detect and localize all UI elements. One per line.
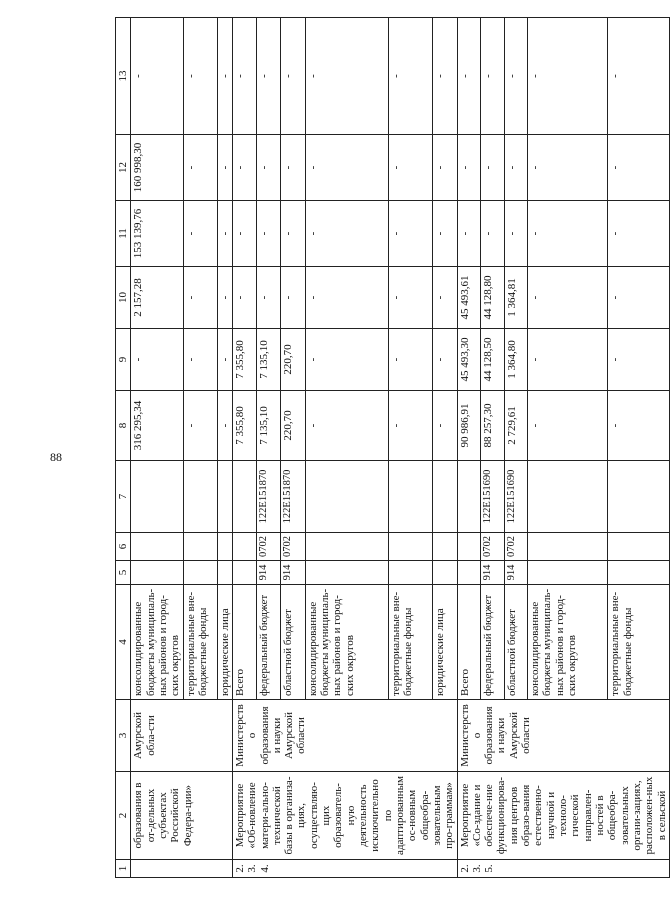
amount-c12: - <box>305 135 388 201</box>
amount-c9: - <box>217 329 232 391</box>
amount-c9: - <box>433 329 457 391</box>
amount-c13: - <box>388 18 432 135</box>
amount-c10: - <box>608 267 670 329</box>
target-article-code: 122E151870 <box>281 461 305 533</box>
table-row <box>131 18 183 878</box>
funding-source: консолидированные бюджеты муниципаль-ных районов и город-ских округов <box>528 585 608 700</box>
amount-c12: - <box>281 135 305 201</box>
table-row <box>232 18 256 878</box>
amount-c12: - <box>528 135 608 201</box>
item-number: 2.3.5. <box>457 860 669 878</box>
section-code <box>217 533 232 561</box>
target-article-code <box>131 461 183 533</box>
amount-c12: - <box>257 135 281 201</box>
column-header: 9 <box>116 329 131 391</box>
amount-c10: - <box>217 267 232 329</box>
item-number <box>131 860 233 878</box>
grbs-code: 914 <box>281 561 305 585</box>
amount-c9: 45 493,30 <box>457 329 481 391</box>
column-header: 1 <box>116 860 131 878</box>
amount-c10: - <box>232 267 256 329</box>
column-header: 2 <box>116 772 131 860</box>
section-code <box>131 533 183 561</box>
funding-source: областной бюджет <box>281 585 305 700</box>
amount-c8: 90 986,91 <box>457 391 481 461</box>
grbs-code <box>433 561 457 585</box>
section-code: 0702 <box>504 533 528 561</box>
amount-c10: 45 493,61 <box>457 267 481 329</box>
funding-source: областной бюджет <box>504 585 528 700</box>
column-header: 4 <box>116 585 131 700</box>
funding-source: консолидированные бюджеты муниципаль-ных районов и город-ских округов <box>305 585 388 700</box>
section-code <box>528 533 608 561</box>
amount-c9: - <box>183 329 217 391</box>
column-header: 5 <box>116 561 131 585</box>
grbs-code <box>232 561 256 585</box>
amount-c10: - <box>528 267 608 329</box>
amount-c8: 7 135,10 <box>257 391 281 461</box>
amount-c13: - <box>433 18 457 135</box>
amount-c8: 220,70 <box>281 391 305 461</box>
section-code: 0702 <box>481 533 505 561</box>
target-article-code <box>528 461 608 533</box>
amount-c12: - <box>481 135 505 201</box>
grbs-code <box>183 561 217 585</box>
page-number: 88 <box>50 450 62 464</box>
column-header: 13 <box>116 18 131 135</box>
amount-c11: - <box>232 201 256 267</box>
amount-c13: - <box>217 18 232 135</box>
column-header: 7 <box>116 461 131 533</box>
target-article-code <box>388 461 432 533</box>
column-header: 11 <box>116 201 131 267</box>
funding-source: территориальные вне-бюджетные фонды <box>183 585 217 700</box>
amount-c12: - <box>217 135 232 201</box>
amount-c10: - <box>257 267 281 329</box>
amount-c9: 44 128,50 <box>481 329 505 391</box>
amount-c10: 1 364,81 <box>504 267 528 329</box>
amount-c9: 7 135,10 <box>257 329 281 391</box>
item-number: 2.3.4. <box>232 860 457 878</box>
funding-source: юридические лица <box>217 585 232 700</box>
amount-c13: - <box>504 18 528 135</box>
amount-c8: - <box>217 391 232 461</box>
amount-c8: 2 729,61 <box>504 391 528 461</box>
amount-c12: - <box>232 135 256 201</box>
column-header: 8 <box>116 391 131 461</box>
activity-name: Мероприятие «Об-новление матери-ально-технической базы в организа-циях, осуществляю-щих образователь-ную деятельность исключительно по адаптированным ос-новным общеобра-зовательным про-граммам» <box>232 772 457 860</box>
grbs-code <box>528 561 608 585</box>
grbs-code: 914 <box>481 561 505 585</box>
funding-source: территориальные вне-бюджетные фонды <box>608 585 670 700</box>
target-article-code <box>232 461 256 533</box>
amount-c11: - <box>281 201 305 267</box>
amount-c13: - <box>131 18 183 135</box>
target-article-code <box>183 461 217 533</box>
amount-c9: 7 355,80 <box>232 329 256 391</box>
grbs-code <box>217 561 232 585</box>
target-article-code: 122E151690 <box>481 461 505 533</box>
target-article-code <box>305 461 388 533</box>
target-article-code: 122E151870 <box>257 461 281 533</box>
section-code <box>183 533 217 561</box>
funding-source: юридические лица <box>433 585 457 700</box>
executor: Министерство образования и науки Амурской области <box>457 700 669 772</box>
amount-c9: - <box>608 329 670 391</box>
grbs-code <box>608 561 670 585</box>
amount-c9: - <box>388 329 432 391</box>
column-header: 6 <box>116 533 131 561</box>
funding-source: Всего <box>457 585 481 700</box>
target-article-code <box>217 461 232 533</box>
amount-c11: - <box>257 201 281 267</box>
amount-c13: - <box>608 18 670 135</box>
amount-c11: - <box>217 201 232 267</box>
grbs-code <box>388 561 432 585</box>
rotated-table-wrapper <box>115 18 668 878</box>
section-code <box>305 533 388 561</box>
amount-c9: 220,70 <box>281 329 305 391</box>
amount-c10: - <box>183 267 217 329</box>
amount-c8: 88 257,30 <box>481 391 505 461</box>
target-article-code <box>608 461 670 533</box>
section-code <box>608 533 670 561</box>
amount-c12: - <box>433 135 457 201</box>
amount-c13: - <box>281 18 305 135</box>
amount-c10: 2 157,28 <box>131 267 183 329</box>
column-header: 3 <box>116 700 131 772</box>
amount-c13: - <box>183 18 217 135</box>
funding-source: консолидированные бюджеты муниципаль-ных районов и город-ских округов <box>131 585 183 700</box>
amount-c8: - <box>388 391 432 461</box>
amount-c10: 44 128,80 <box>481 267 505 329</box>
funding-source: Всего <box>232 585 256 700</box>
amount-c11: - <box>457 201 481 267</box>
column-header: 12 <box>116 135 131 201</box>
amount-c11: - <box>608 201 670 267</box>
grbs-code: 914 <box>257 561 281 585</box>
amount-c11: - <box>388 201 432 267</box>
amount-c8: - <box>608 391 670 461</box>
grbs-code: 914 <box>504 561 528 585</box>
amount-c11: - <box>528 201 608 267</box>
amount-c11: - <box>481 201 505 267</box>
funding-source: федеральный бюджет <box>257 585 281 700</box>
budget-table <box>115 17 670 878</box>
amount-c11: - <box>504 201 528 267</box>
amount-c8: - <box>433 391 457 461</box>
amount-c13: - <box>528 18 608 135</box>
amount-c11: - <box>183 201 217 267</box>
amount-c13: - <box>232 18 256 135</box>
header-row <box>116 18 131 878</box>
amount-c12: - <box>183 135 217 201</box>
amount-c8: - <box>528 391 608 461</box>
grbs-code <box>305 561 388 585</box>
amount-c9: - <box>131 329 183 391</box>
amount-c9: - <box>528 329 608 391</box>
amount-c11: 153 139,76 <box>131 201 183 267</box>
target-article-code <box>457 461 481 533</box>
activity-name: Мероприятие «Со-здание и обеспече-ние функционирова-ния центров образо-вания естественно-научной и техноло-гической направлен-ностей в общеобра-зовательных органи-зациях, расположен-ных в сельской <box>457 772 669 860</box>
amount-c8: - <box>183 391 217 461</box>
amount-c12: - <box>608 135 670 201</box>
activity-name: образования в от-дельных субъектах Российской Федера-ции» <box>131 772 233 860</box>
amount-c11: - <box>305 201 388 267</box>
amount-c8: - <box>305 391 388 461</box>
target-article-code: 122E151690 <box>504 461 528 533</box>
section-code: 0702 <box>281 533 305 561</box>
target-article-code <box>433 461 457 533</box>
funding-source: федеральный бюджет <box>481 585 505 700</box>
executor: Амурской обла-сти <box>131 700 233 772</box>
section-code <box>388 533 432 561</box>
amount-c13: - <box>481 18 505 135</box>
amount-c10: - <box>433 267 457 329</box>
grbs-code <box>131 561 183 585</box>
amount-c12: 160 998,30 <box>131 135 183 201</box>
table-row <box>457 18 481 878</box>
amount-c10: - <box>388 267 432 329</box>
amount-c8: 7 355,80 <box>232 391 256 461</box>
amount-c13: - <box>457 18 481 135</box>
amount-c13: - <box>305 18 388 135</box>
amount-c11: - <box>433 201 457 267</box>
amount-c10: - <box>305 267 388 329</box>
funding-source: территориальные вне-бюджетные фонды <box>388 585 432 700</box>
grbs-code <box>457 561 481 585</box>
amount-c12: - <box>504 135 528 201</box>
section-code: 0702 <box>257 533 281 561</box>
amount-c10: - <box>281 267 305 329</box>
section-code <box>232 533 256 561</box>
amount-c9: - <box>305 329 388 391</box>
amount-c8: 316 295,34 <box>131 391 183 461</box>
executor: Министерство образования и науки Амурской области <box>232 700 457 772</box>
column-header: 10 <box>116 267 131 329</box>
section-code <box>457 533 481 561</box>
section-code <box>433 533 457 561</box>
amount-c13: - <box>257 18 281 135</box>
amount-c12: - <box>388 135 432 201</box>
amount-c9: 1 364,80 <box>504 329 528 391</box>
amount-c12: - <box>457 135 481 201</box>
